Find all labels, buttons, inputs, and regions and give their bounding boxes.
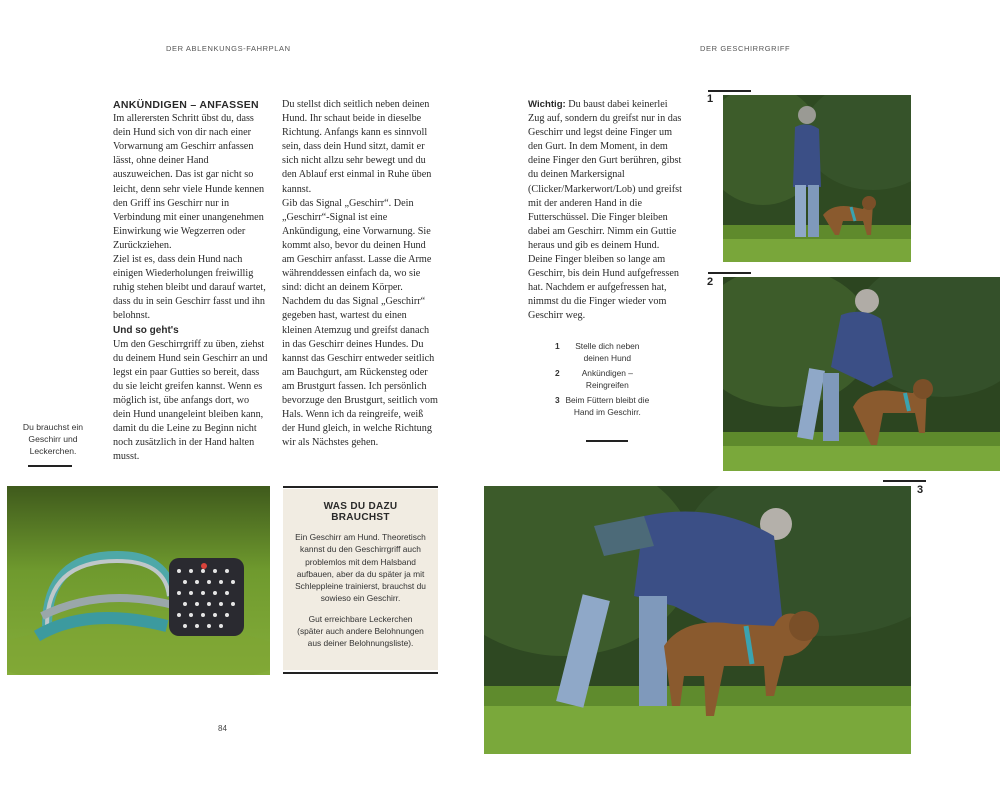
running-head-left: DER ABLENKUNGS-FAHRPLAN [166,44,291,53]
photo-step-2 [723,277,1000,471]
box-top-rule [283,486,438,488]
divider [28,465,72,467]
box-text: Gut erreichbare Leckerchen (später auch andere Belohnungen aus deiner Belohnungsliste). [297,613,424,649]
figure-rule [708,272,751,274]
legend-item: 1 Stelle dich neben deinen Hund [555,341,640,363]
legend-item: 3 Beim Füttern bleibt die Hand im Geschirr. [555,395,650,417]
harness-photo [7,486,270,675]
section-heading: ANKÜNDIGEN – ANFASSEN [113,99,259,111]
box-title: WAS DU DAZU BRAUCHST [323,501,398,523]
paragraph: Ziel ist es, dass dein Hund nach einigen Wiederholungen freiwillig ruhig stehen bleibt und darauf wartet, dass du in sein Geschirr fasst und ihn belohnst. [113,254,266,322]
wichtig-label: Wichtig: [528,99,566,110]
info-box [283,489,438,670]
text-column-2 [282,98,438,450]
margin-note: Du brauchst ein Geschirr und Leckerchen. [22,422,84,456]
subheading: Und so geht's [113,324,179,336]
paragraph: Um den Geschirrgriff zu üben, ziehst du deinem Hund sein Geschirr an und legst ein paar Gutties so bereit, dass du sie leicht greifen kannst. Wenn es möglich ist, übe anfangs dort, wo dein Hund unangeleint bleiben kann, damit du die Leine zu Beginn nicht noch zusätzlich in der Hand halten musst. [113,338,268,463]
legend-item: 2 Ankündigen – Reingreifen [555,368,633,390]
figure-legend [555,340,651,418]
text-column-right [528,98,686,324]
box-text: Ein Geschirr am Hund. Theoretisch kannst du den Geschirrgriff auch problemlos mit dem Halsband aufbauen, aber da du später ja mit Schleppleine trainierst, brauchst du sowieso ein Geschirr. [295,532,426,604]
paragraph: Du stellst dich seitlich neben deinen Hund. Ihr schaut beide in dieselbe Richtung. Anfangs kann es sinnvoll sein, dass dein Hund sitzt, damit er sich nicht allzu sehr bewegt und du den Ablauf erst einmal in Ruhe üben kannst. [282,99,432,195]
box-bottom-rule [283,672,438,674]
text-column-1 [113,98,269,464]
photo-step-1 [723,95,911,262]
figure-number: 3 [917,484,924,496]
paragraph: Im allerersten Schritt übst du, dass dein Hund sich von dir nach einer Vorwarnung am Geschirr anfassen lässt, ohne deiner Hand auszuweichen. Das ist gar nicht so leicht, denn sehr viele Hunde kennen den Griff ins Geschirr nur in Verbindung mit einer unangenehmen Einwirkung wie Wegzerren oder Zurückziehen. [113,113,265,251]
divider [586,440,628,442]
figure-rule [883,480,926,482]
paragraph: Gib das Signal „Geschirr“. Dein „Geschirr“-Signal ist eine Ankündigung, eine Vorwarnung. Sie kommt also, bevor du deinen Hund am Geschirr anfasst. Lasse die Arme währenddessen einfach da, wo sie sind: dicht an deinem Körper. [282,197,432,294]
page-number: 84 [218,724,227,733]
paragraph: Du baust dabei keinerlei Zug auf, sondern du greifst nur in das Geschirr und legst deine Finger um den Gurt. In dem Moment, in dem deine Finger den Gurt berühren, gibst du deinen Markersignal (Clicker/Markerwort/Lob) und greifst mit der anderen Hand in die Futterschüssel. Die Finger bleiben dabei am Geschirr. Nimm ein Guttie heraus und gib es deinem Hund. Deine Finger bleiben so lange am Geschirr, bis dein Hund aufgefressen hat. Nachdem er aufgefressen hat, nimmst du die Finger wieder vom Geschirr weg. [528,99,682,322]
photo-step-3 [484,486,911,754]
figure-rule [708,90,751,92]
paragraph: Nachdem du das Signal „Geschirr“ gegeben hast, wartest du einen kleinen Atemzug und greifst danach in das Geschirr deines Hundes. Du kannst das Geschirr entweder seitlich am Bauchgurt, am Rückensteg oder am Brustgurt fassen. Ich persönlich bevorzuge den Brustgurt, seitlich vom Hals. Wenn ich da reingreife, weiß der Hund gleich, in welche Richtung wir als Nächstes gehen. [282,296,438,449]
running-head-right: DER GESCHIRRGRIFF [700,44,791,53]
figure-number: 1 [707,93,714,105]
figure-number: 2 [707,276,714,288]
